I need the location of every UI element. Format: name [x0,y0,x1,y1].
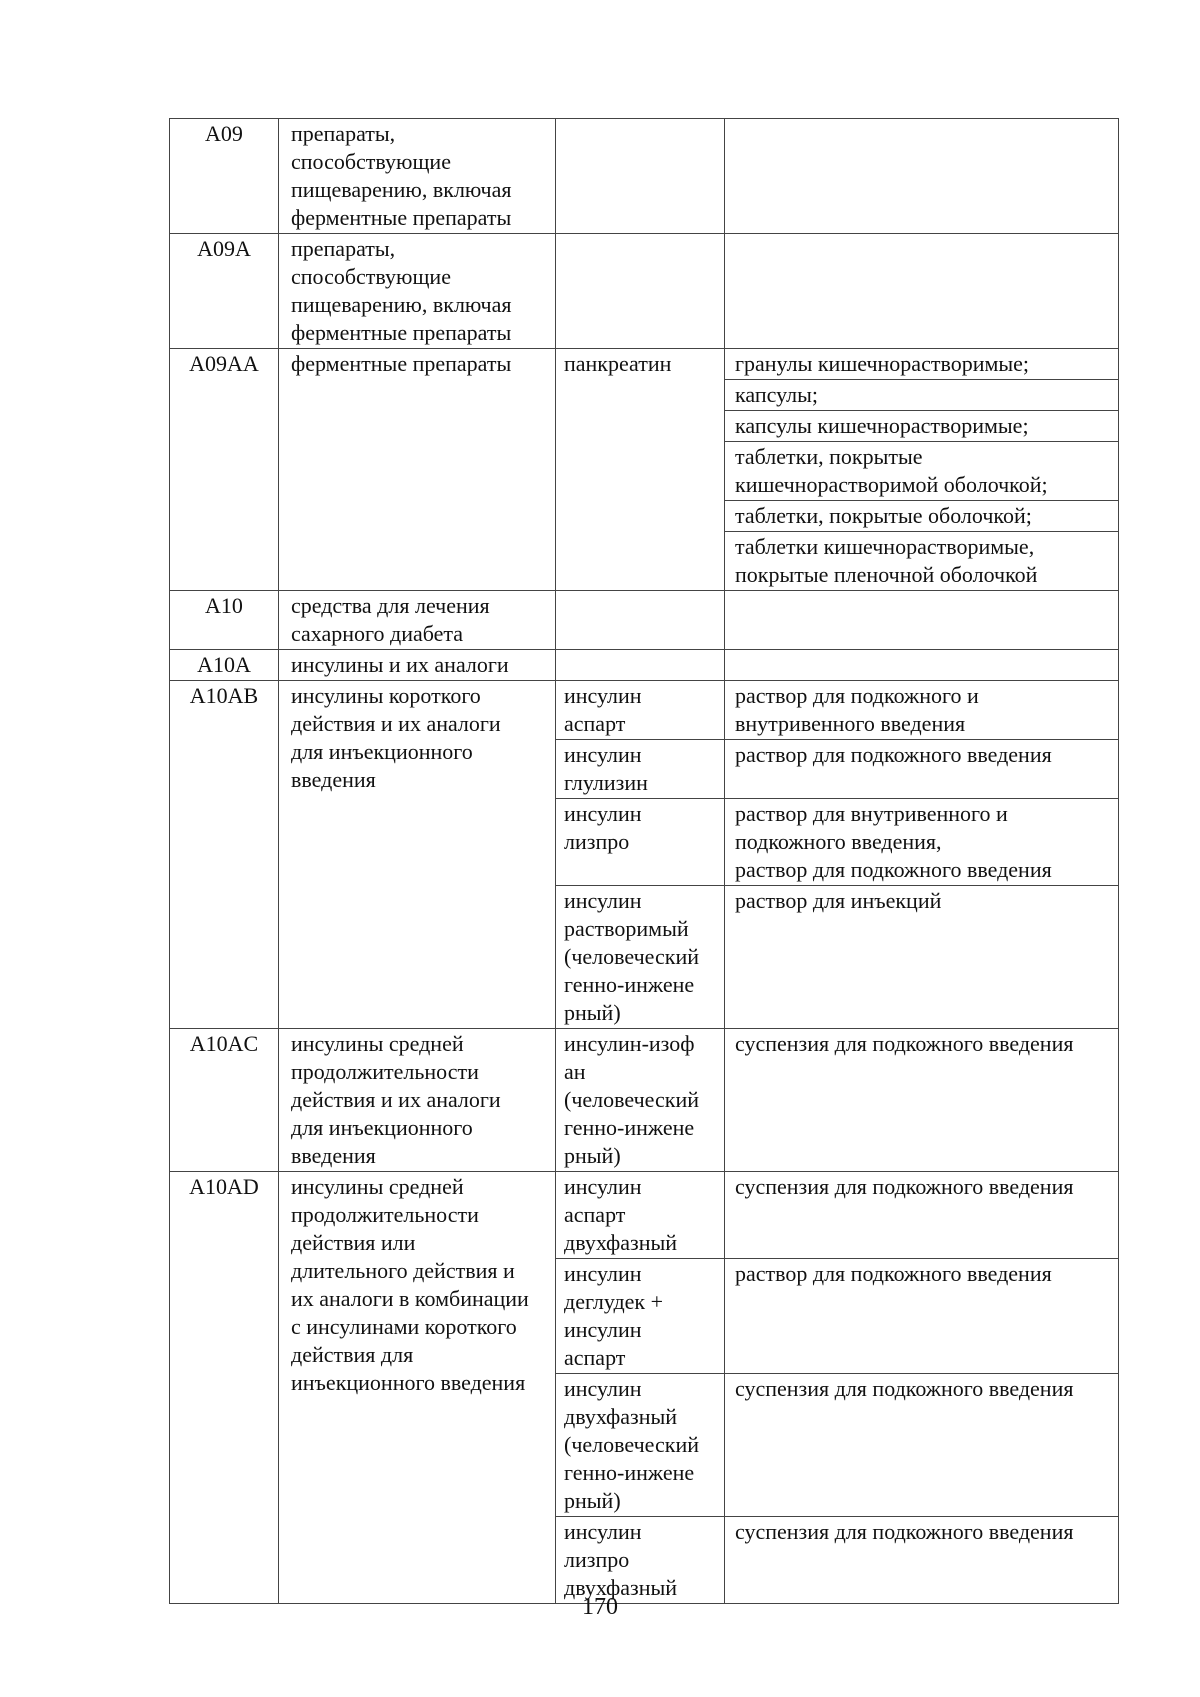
dosage-form-cell: раствор для подкожного введения [725,740,1119,799]
atc-code-cell: A10AC [170,1029,279,1172]
dosage-form-cell: раствор для внутривенного и подкожного введения, раствор для подкожного введения [725,799,1119,886]
dosage-form-item: таблетки, покрытые кишечнорастворимой оболочкой; [725,442,1118,501]
atc-code-cell: A09A [170,234,279,349]
group-name-cell: инсулины средней продолжительности действия и их аналоги для инъекционного введения [279,1029,556,1172]
dosage-form-cell: суспензия для подкожного введения [725,1172,1119,1259]
dosage-form-cell: раствор для инъекций [725,886,1119,1029]
dosage-form-cell [725,591,1119,650]
dosage-form-item: капсулы кишечнорастворимые; [725,411,1118,442]
drug-name-cell [556,650,725,681]
table-row [170,650,1119,681]
dosage-form-cell: суспензия для подкожного введения [725,1029,1119,1172]
dosage-form-item: капсулы; [725,380,1118,411]
drug-name-cell: инсулин глулизин [556,740,725,799]
drug-name-cell: инсулин-изоф ан (человеческий генно-инжене рный) [556,1029,725,1172]
group-name-cell: средства для лечения сахарного диабета [279,591,556,650]
group-name-cell: ферментные препараты [279,349,556,591]
group-name-cell: инсулины короткого действия и их аналоги для инъекционного введения [279,681,556,1029]
dosage-form-cell [725,650,1119,681]
dosage-form-item: гранулы кишечнорастворимые; [725,349,1118,380]
dosage-form-cell [725,234,1119,349]
table-row [170,119,1119,234]
atc-code-cell: A10AD [170,1172,279,1604]
atc-code-cell: A10 [170,591,279,650]
drug-classification-table [169,118,1119,1604]
drug-name-cell: инсулин растворимый (человеческий генно-инжене рный) [556,886,725,1029]
table-row [170,681,1119,740]
drug-name-cell: панкреатин [556,349,725,591]
group-name-cell: инсулины средней продолжительности действия или длительного действия и их аналоги в комбинации с инсулинами короткого действия для инъекционного введения [279,1172,556,1604]
dosage-form-cell: суспензия для подкожного введения [725,1517,1119,1604]
table-row [170,349,1119,591]
table-row [170,591,1119,650]
drug-name-cell: инсулин аспарт двухфазный [556,1172,725,1259]
dosage-form-cell: раствор для подкожного и внутривенного введения [725,681,1119,740]
drug-name-cell: инсулин деглудек + инсулин аспарт [556,1259,725,1374]
group-name-cell: инсулины и их аналоги [279,650,556,681]
group-name-cell: препараты, способствующие пищеварению, включая ферментные препараты [279,119,556,234]
dosage-form-cell: суспензия для подкожного введения [725,1374,1119,1517]
drug-name-cell [556,119,725,234]
drug-name-cell: инсулин двухфазный (человеческий генно-инжене рный) [556,1374,725,1517]
dosage-form-cell: раствор для подкожного введения [725,1259,1119,1374]
drug-name-cell: инсулин лизпро двухфазный [556,1517,725,1604]
atc-code-cell: A09AA [170,349,279,591]
table-row [170,1172,1119,1259]
dosage-forms-cell [725,349,1119,591]
drug-name-cell: инсулин лизпро [556,799,725,886]
table-row [170,1029,1119,1172]
dosage-form-item: таблетки кишечнорастворимые, покрытые пленочной оболочкой [735,534,1038,587]
atc-code-cell: A09 [170,119,279,234]
drug-name-cell: инсулин аспарт [556,681,725,740]
table-row [170,234,1119,349]
atc-code-cell: A10A [170,650,279,681]
dosage-form-cell [725,119,1119,234]
drug-name-cell [556,234,725,349]
dosage-form-item: таблетки, покрытые оболочкой; [725,501,1118,532]
drug-name-cell [556,591,725,650]
group-name-cell: препараты, способствующие пищеварению, включая ферментные препараты [279,234,556,349]
page-number: 170 [582,1594,618,1620]
atc-code-cell: A10AB [170,681,279,1029]
